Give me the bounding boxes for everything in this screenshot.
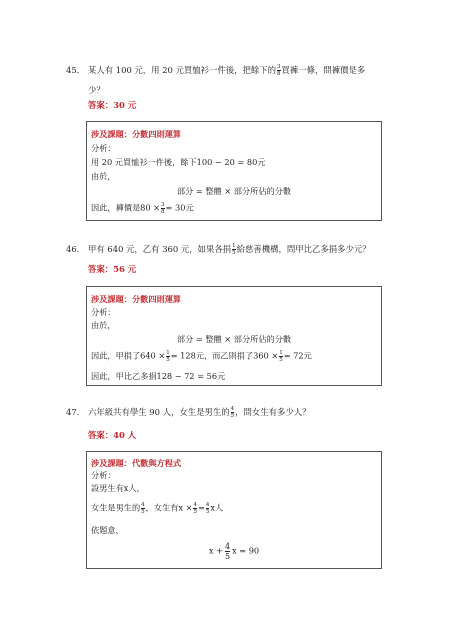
conclusion: 因此，甲比乙多捐128 − 72 = 56元 xyxy=(91,371,226,381)
analysis-label: 分析： xyxy=(91,307,116,317)
fraction: $\frac{4}{5}$ xyxy=(224,542,231,561)
equation: x + $\frac{4}{5}$ x = 90 xyxy=(208,542,260,561)
question-number: 45. xyxy=(66,65,80,75)
step-text: 用 20 元買恤衫一件後，餘下100 − 20 = 80元 xyxy=(91,157,266,167)
fraction: $\frac{4}{5}$ xyxy=(205,502,210,515)
question-text: 甲有 640 元，乙有 360 元，如果各捐 $\frac{1}{5}$ 給慈善機構，問甲比乙多捐多少元？ xyxy=(88,243,371,256)
question-number: 47. xyxy=(66,407,80,417)
formula: 部分 = 整體 × 部分所佔的分數 xyxy=(176,334,292,344)
question-text: 某人有 100 元，用 20 元買恤衫一件後，把餘下的 $\frac{3}{8}$ 買褲一條，問褲價是多 xyxy=(88,64,366,77)
topic-title: 涉及課題：代數與方程式 xyxy=(91,458,182,468)
question-number: 46. xyxy=(66,244,80,254)
fraction: $\frac{4}{5}$ xyxy=(193,502,197,515)
solution-box-46 xyxy=(86,286,382,386)
step-text: 因此，甲捐了640 × $\frac{1}{5}$ = 128元，而乙則捐了360 × $\frac{1}{5}$ = 72元 xyxy=(91,350,312,363)
analysis-label: 分析： xyxy=(91,143,116,153)
fraction: $\frac{4}{5}$ xyxy=(230,406,235,419)
fraction: $\frac{3}{8}$ xyxy=(277,64,281,77)
fraction: $\frac{3}{8}$ xyxy=(161,202,165,215)
answer-46: 答案：56 元 xyxy=(88,264,137,274)
conclusion: 因此，褲價是80 × $\frac{3}{8}$ = 30元 xyxy=(91,202,194,215)
topic-title: 涉及課題：分數四則運算 xyxy=(91,294,182,304)
fraction: $\frac{1}{5}$ xyxy=(232,243,236,256)
solution-box-47 xyxy=(86,451,382,569)
fraction: $\frac{4}{5}$ xyxy=(141,502,145,515)
question-text: 六年級共有學生 90 人，女生是男生的 $\frac{4}{5}$ ，問女生有多少人？ xyxy=(88,406,311,419)
step-text: 女生是男生的 $\frac{4}{5}$ ，女生有x × $\frac{4}{5}$ = $\frac{4}{5}$ x人 xyxy=(91,502,224,515)
question-text-cont: 少？ xyxy=(88,85,105,95)
fraction: $\frac{1}{5}$ xyxy=(279,350,283,363)
analysis-label: 分析： xyxy=(91,470,116,480)
step-text: 由於， xyxy=(91,171,116,181)
step-text: 由於， xyxy=(91,320,116,330)
topic-title: 涉及課題：分數四則運算 xyxy=(91,129,182,139)
step-text: 設男生有x人， xyxy=(91,483,145,493)
answer-47: 答案：40 人 xyxy=(88,430,137,440)
step-text: 依題意， xyxy=(91,525,124,535)
solution-box-45 xyxy=(86,121,382,221)
answer-45: 答案：30 元 xyxy=(88,100,137,110)
fraction: $\frac{1}{5}$ xyxy=(166,350,170,363)
formula: 部分 = 整體 × 部分所佔的分數 xyxy=(176,186,292,196)
